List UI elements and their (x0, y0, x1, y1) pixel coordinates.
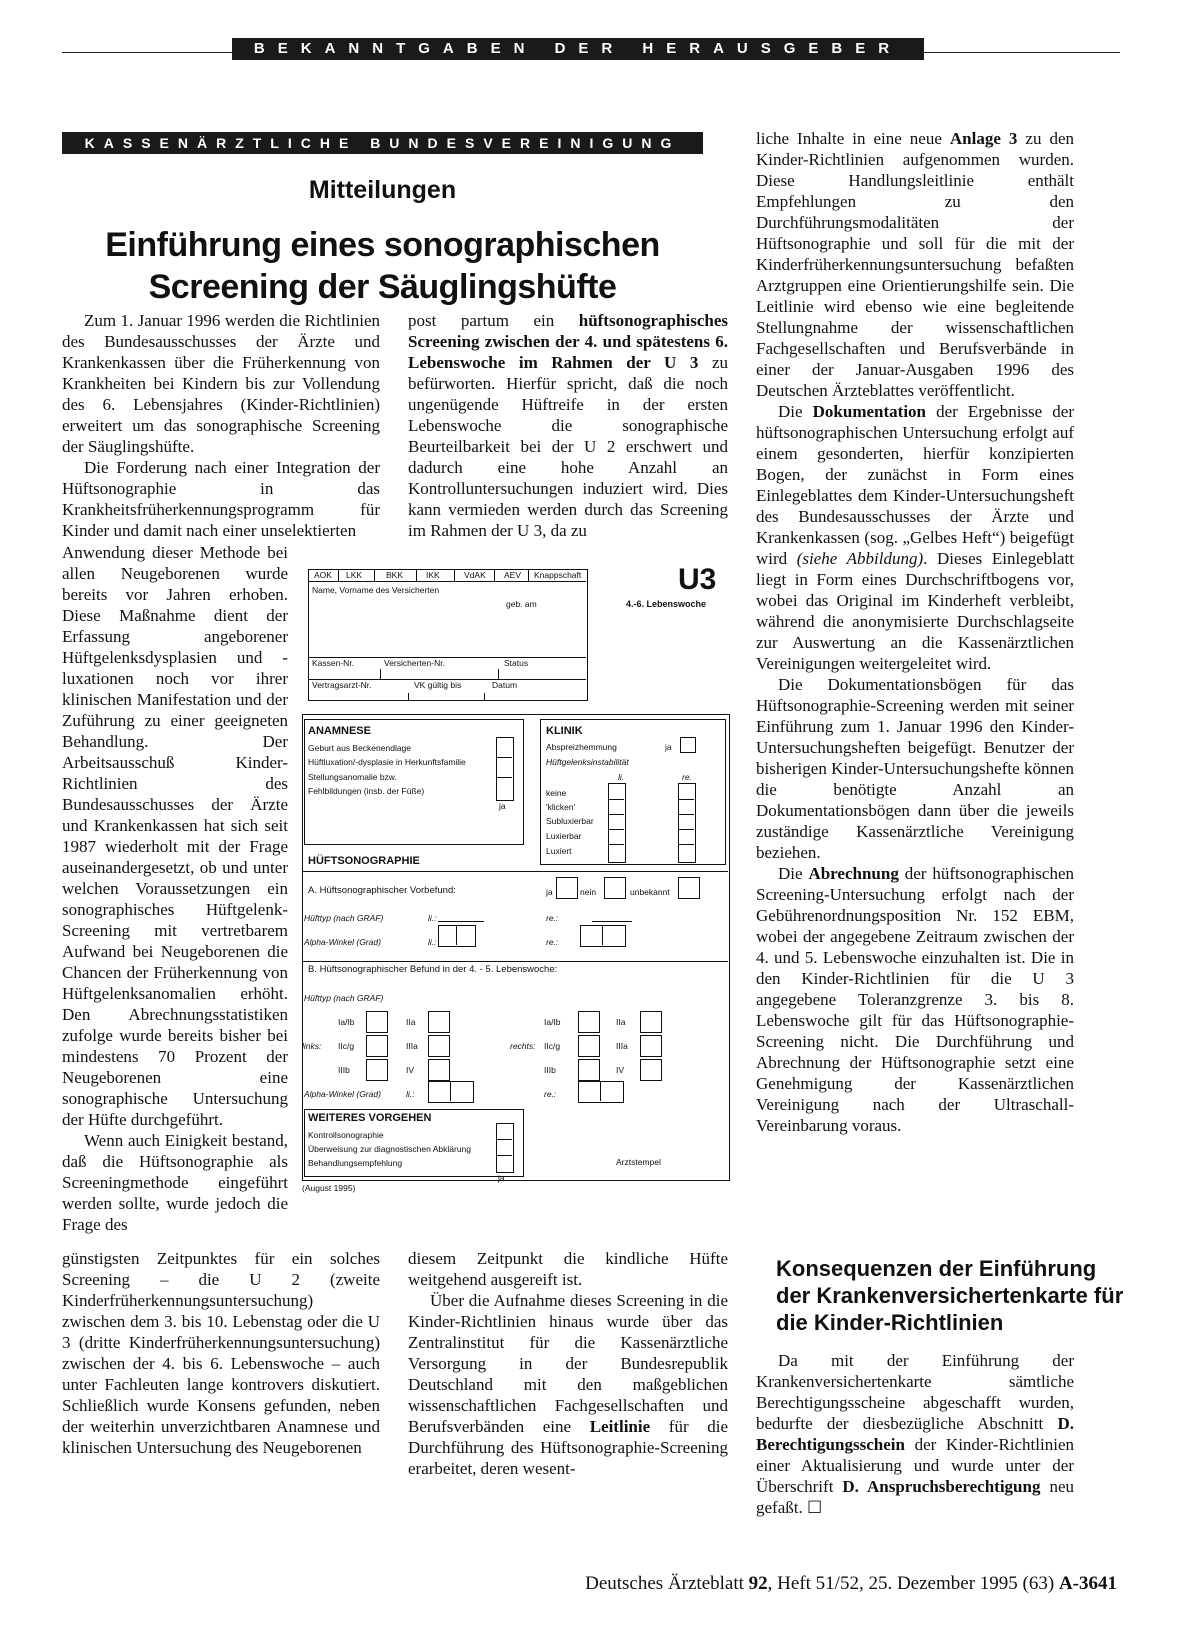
vorbefund-unbekannt-checkbox[interactable] (678, 877, 700, 899)
b-re-cb-2[interactable] (578, 1035, 600, 1057)
org-banner: KASSENÄRZTLICHE BUNDESVEREINIGUNG (62, 132, 703, 154)
form-date: (August 1995) (302, 1183, 356, 1193)
vorbefund-nein-checkbox[interactable] (604, 877, 626, 899)
a-hufttyp-li: li.: (428, 913, 437, 923)
vorbefund-ja: ja (546, 887, 553, 897)
col3-p1a: liche Inhalte in eine neue (756, 129, 950, 148)
klinik-li-checkboxes[interactable] (608, 783, 626, 863)
col1-p3a: Wenn auch Einigkeit bestand, daß die Hüftsonographie als Screeningmethode eingeführt werden sollte, wurde jedoch die Frage des (62, 1131, 288, 1234)
col2-p1c: zu befürworten. Hierfür spricht, daß die noch ungenügende Hüftreife in der ersten Lebenswoche die sonographische Beurteilbarkeit bei der U 2 erschwert und dadurch eine hohe Anzahl an Kontrolluntersuchungen induziert wird. Dies kann vermieden werden durch das Screening im Rahmen der U 3, da zu (408, 353, 728, 540)
col3-bottom (756, 1350, 1074, 1518)
anamnese-ja: ja (499, 801, 506, 811)
col1-narrow (62, 542, 288, 1235)
col2-p1b: hüftsonographisches Screening zwischen der 4. und spätestens 6. Lebenswoche im Rahmen der U 3 (408, 311, 728, 372)
b-re-type-2: IIc/g (544, 1041, 561, 1051)
klinik-li: li. (618, 772, 625, 782)
datum-label: Datum (492, 680, 518, 690)
b-alpha: Alpha-Winkel (Grad) (304, 1089, 381, 1099)
b-re-cb-3[interactable] (578, 1059, 600, 1081)
b-li-type-3: IIIb (338, 1065, 350, 1075)
b-li-type-1: Ia/Ib (338, 1017, 355, 1027)
abspreiz-checkbox[interactable] (680, 737, 696, 753)
col1-p1: Zum 1. Januar 1996 werden die Richtlinien des Bundesausschusses der Ärzte und Krankenkassen über die Früherkennung von Krankheiten bei Kindern bis zur Vollendung des 6. Lebensjahres (Kinder-Richtlinien) erweitert um das sonographische Screening der Säuglingshüfte. (62, 311, 380, 456)
anamnese-title: ANAMNESE (308, 725, 371, 737)
col1-p2b: Anwendung dieser Methode bei allen Neugeborenen wurde bereits vor Jahren erhoben. Diese Maßnahme dient der Erfassung angeborener Hüftgelenksdysplasien und -luxationen noch vor ihrer klinischen Manifestation und der Zuführung zu einer geeigneten Behandlung. Der Arbeitsausschuß Kinder-Richtlinien des Bundesausschusses der Ärzte und Krankenkassen hat sich seit 1987 wiederholt mit der Frage auseinandergesetzt, ob und unter welchen Voraussetzungen ein sonographisches Hüftgelenk-Screening mit vertretbarem Aufwand bei Neugeborenen die Chancen der Früherkennung von Hüftgelenksanomalien erhöht. Den Abrechnungsstatistiken zufolge wurde bereits bisher bei mindestens 70 Prozent der Neugeborenen eine sonographische Untersuchung der Hüfte durchgeführt. (62, 543, 288, 1129)
b-alpha-re-box[interactable] (578, 1081, 624, 1103)
b-re-type-1: Ia/Ib (544, 1017, 561, 1027)
b-li-cb-3[interactable] (366, 1059, 388, 1081)
b-rechts: rechts: (510, 1041, 536, 1051)
subheading: Konsequenzen der Einführung der Krankenversichertenkarte für die Kinder-Richtlinien (776, 1256, 1124, 1335)
b-re-cb-6[interactable] (640, 1059, 662, 1081)
a-alpha-re: re.: (546, 937, 559, 947)
anamnese-checkboxes[interactable] (496, 737, 514, 801)
b-li-type-6: IV (406, 1065, 415, 1075)
col3-p4a: Die (778, 864, 809, 883)
weiteres-checkboxes[interactable] (496, 1123, 514, 1173)
col3-p2b: Dokumentation (812, 402, 927, 421)
b-li-type-4: IIa (406, 1017, 416, 1027)
vorbefund-nein: nein (580, 887, 597, 897)
anamnese-box (304, 719, 524, 845)
a-hufttyp-re: re.: (546, 913, 559, 923)
anamnese-item-1: Geburt aus Beckenendlage (308, 743, 412, 753)
b-re-cb-4[interactable] (640, 1011, 662, 1033)
col2-p1a: post partum ein (408, 311, 579, 330)
b-li-cb-2[interactable] (366, 1035, 388, 1057)
klinik-item-2: 'klicken' (546, 802, 576, 812)
vorbefund-label: A. Hüftsonographischer Vorbefund: (308, 885, 456, 896)
col3-p4b: Abrechnung (808, 864, 899, 883)
col2-p3b: Leitlinie (589, 1417, 651, 1436)
b-re-type-5: IIIa (616, 1041, 628, 1051)
col2-top (408, 310, 728, 541)
vorbefund-unbekannt: unbekannt (630, 887, 670, 897)
klinik-item-3: Subluxierbar (546, 816, 594, 826)
hueftsono-title: HÜFTSONOGRAPHIE (308, 855, 420, 867)
u3-weeks: 4.-6. Lebenswoche (626, 599, 707, 609)
b-hufttyp: Hüfttyp (nach GRAF) (304, 993, 384, 1003)
col3-p1c: zu den Kinder-Richtlinien aufgenommen wurden. Diese Handlungsleitlinie enthält Empfehlungen zu den Durchführungsmodalitäten der Hüftsonographie und soll für die mit der Kinderfrüherkennungsuntersuchung befaßten Arztgruppen eine Orientierungshilfe sein. Die Leitlinie wird ebenso wie eine begleitende Stellungnahme der wissenschaftlichen Fachgesellschaften und Berufsverbände in einer der Januar-Ausgaben 1996 des Deutschen Ärzteblattes veröffentlicht. (756, 129, 1075, 400)
weiteres-ja: ja (498, 1173, 505, 1183)
kasse-bkk: BKK (386, 570, 404, 580)
b-li-type-5: IIIa (406, 1041, 418, 1051)
col3-p5c: der Kinder-Richtlinien einer Aktualisierung und wurde unter der Überschrift (756, 1435, 1074, 1496)
arztstempel-label: Arztstempel (616, 1157, 661, 1167)
col3-p4c: der hüftsonographischen Screening-Untersuchung erfolgt nach der Gebührenordnungsposition Nr. 152 EBM, wobei der angegebene Zeitraum zwischen der 4. und 5. Lebenswoche einzuhalten ist. Die in den Kinder-Richtlinien für die U 3 angegebene Toleranzgrenze 3. bis 8. Lebenswoche gilt für das Hüftsonographie-Screening nicht. Die Durchführung und Abrechnung der Hüftsonographie setzt eine Genehmigung der Kassenärztlichen Vereinigung nach der Ultraschall-Vereinbarung voraus. (756, 864, 1074, 1135)
vk-gueltig-label: VK gültig bis (414, 680, 462, 690)
kicker: Mitteilungen (308, 176, 457, 204)
b-li-cb-6[interactable] (428, 1059, 450, 1081)
col2-p2: diesem Zeitpunkt die kindliche Hüfte weitgehend ausgereift ist. (408, 1249, 728, 1289)
b-re-type-6: IV (616, 1065, 625, 1075)
kassen-nr-label: Kassen-Nr. (312, 658, 355, 668)
kasse-lkk: LKK (346, 570, 363, 580)
weiteres-item-3: Behandlungsempfehlung (308, 1158, 403, 1168)
col2-bottom (408, 1248, 728, 1479)
b-li-type-2: IIc/g (338, 1041, 355, 1051)
weiteres-item-1: Kontrollsonographie (308, 1130, 384, 1140)
befund-label: B. Hüftsonographischer Befund in der 4. - 5. Lebenswoche: (308, 964, 558, 975)
b-alpha-re: re.: (544, 1089, 557, 1099)
vorbefund-ja-checkbox[interactable] (556, 877, 578, 899)
u3-label: U3 (678, 563, 717, 596)
kasse-knappschaft: Knappschaft (534, 570, 582, 580)
anamnese-item-3: Stellungsanomalie bzw. (308, 772, 397, 782)
status-label: Status (504, 658, 529, 668)
col1-p3b: günstigsten Zeitpunktes für ein solches Screening – die U 2 (zweite Kinderfrüherkennungsuntersuchung) zwischen dem 3. bis 10. Lebenstag oder die U 3 (dritte Kinderfrüherkennungsuntersuchung) zwischen der 4. bis 6. Lebenswoche – auch unter Fachleuten lange kontrovers diskutiert. Schließlich wurde Konsens gefunden, neben der weiterhin unverzichtbaren Anamnese und klinischen Untersuchung des Neugeborenen (62, 1249, 380, 1457)
klinik-re: re. (682, 772, 692, 782)
title-line-1: Einführung eines sonographischen (105, 226, 660, 264)
klinik-item-4: Luxierbar (546, 831, 582, 841)
abspreiz-label: Abspreizhemmung (546, 742, 617, 752)
b-links: links: (302, 1041, 322, 1051)
col3-p2d: (siehe Abbildung) (796, 549, 924, 568)
footer-page: A-3641 (1058, 1573, 1117, 1594)
col2-p3a: Über die Aufnahme dieses Screening in die Kinder-Richtlinien hinaus wurde über das Zentralinstitut für die Kassenärztliche Versorgung in der Bundesrepublik Deutschland mit den maßgeblichen wissenschaftlichen Fachgesellschaften und Berufsverbänden eine (408, 1291, 728, 1436)
a-alpha: Alpha-Winkel (Grad) (304, 937, 381, 947)
a-alpha-li-box[interactable] (438, 925, 476, 947)
b-li-cb-5[interactable] (428, 1035, 450, 1057)
geb-label: geb. am (506, 599, 537, 609)
end-mark: ☐ (806, 1498, 823, 1517)
kasse-aev: AEV (504, 570, 522, 580)
col1-bottom (62, 1248, 380, 1458)
footer-mid: , Heft 51/52, 25. Dezember 1995 (63) (767, 1573, 1059, 1594)
klinik-item-1: keine (546, 788, 567, 798)
b-re-type-3: IIIb (544, 1065, 556, 1075)
anamnese-item-4: Fehlbildungen (insb. der Füße) (308, 786, 425, 796)
page-footer (585, 1573, 1117, 1595)
col3-p5b: D. Berechtigungsschein (756, 1414, 1074, 1454)
col1-top (62, 310, 380, 541)
anamnese-item-2: Hüftluxation/-dysplasie in Herkunftsfamilie (308, 757, 466, 767)
footer-vol: 92 (748, 1573, 768, 1594)
weiteres-title: WEITERES VORGEHEN (308, 1112, 432, 1124)
a-hufttyp: Hüfttyp (nach GRAF) (304, 913, 384, 923)
col3-p2c: der Ergebnisse der hüftsonographischen Untersuchung erfolgt auf einem gesonderten, hierfür konzipierten Bogen, der zunächst in Form eines Einlegeblattes dem Kinder-Untersuchungsheft des Bundesausschusses der Ärzte und Krankenkassen (sog. „Gelbes Heft“) beigefügt wird (756, 402, 1075, 568)
name-label: Name, Vorname des Versicherten (312, 585, 440, 595)
klinik-box (540, 719, 726, 865)
col3-p5a: Da mit der Einführung der Krankenversichertenkarte sämtliche Berechtigungsscheine abgeschafft wurden, bedurfte der diesbezügliche Abschnitt (756, 1351, 1074, 1433)
klinik-re-checkboxes[interactable] (678, 783, 696, 863)
col3-p5e: neu gefaßt. (756, 1477, 1075, 1517)
b-alpha-li-box[interactable] (428, 1081, 474, 1103)
instab-label: Hüftgelenksinstabilität (546, 757, 629, 767)
kasse-ikk: IKK (426, 570, 440, 580)
versicherten-nr-label: Versicherten-Nr. (384, 658, 445, 668)
a-alpha-li: li.: (428, 937, 437, 947)
title-line-2: Screening der Säuglingshüfte (148, 268, 617, 306)
klinik-item-5: Luxiert (546, 846, 572, 856)
u3-documentation-form (300, 563, 750, 1193)
col1-p2a: Die Forderung nach einer Integration der Hüftsonographie in das Krankheitsfrüherkennungsprogramm für Kinder und damit nach einer unselektierten (62, 458, 380, 540)
b-alpha-li: li.: (406, 1089, 415, 1099)
kasse-vdak: VdAK (464, 570, 486, 580)
col2-p3c: für die Durchführung des Hüftsonographie-Screening erarbeitet, deren wesent- (408, 1417, 729, 1478)
b-li-cb-1[interactable] (366, 1011, 388, 1033)
vertragsarzt-nr-label: Vertragsarzt-Nr. (312, 680, 372, 690)
col3 (756, 128, 1074, 1136)
col3-p3: Die Dokumentationsbögen für das Hüftsonographie-Screening werden mit seiner Einführung zum 1. Januar 1996 den Kinder-Untersuchungsheften beigefügt. Benutzer der bisherigen Kinder-Untersuchungshefte können die benötigte Anzahl an Dokumentationsbögen dann über die jeweils zuständige Kassenärztliche Vereinigung beziehen. (756, 675, 1074, 862)
klinik-title: KLINIK (546, 725, 583, 737)
col3-p1b: Anlage 3 (949, 129, 1018, 148)
col3-p5d: D. Anspruchsberechtigung (842, 1477, 1041, 1496)
footer-pre: Deutsches Ärzteblatt (585, 1573, 749, 1594)
b-li-cb-4[interactable] (428, 1011, 450, 1033)
b-re-cb-1[interactable] (578, 1011, 600, 1033)
weiteres-item-2: Überweisung zur diagnostischen Abklärung (308, 1144, 472, 1154)
b-re-type-4: IIa (616, 1017, 626, 1027)
b-re-cb-5[interactable] (640, 1035, 662, 1057)
a-alpha-re-box[interactable] (580, 925, 626, 947)
abspreiz-ja: ja (665, 742, 672, 752)
kasse-aok: AOK (314, 570, 332, 580)
col3-p2e: . Dieses Einlegeblatt liegt in Form eines Durchschriftbogens vor, wobei das Original im Kinderheft verbleibt, während die anonymisierte Durchschlagseite zur Auswertung an die Kassenärztlichen Vereinigungen weitergeleitet wird. (756, 549, 1074, 673)
header-banner: BEKANNTGABEN DER HERAUSGEBER (232, 38, 924, 60)
col3-p2a: Die (778, 402, 813, 421)
article-title (62, 224, 703, 308)
